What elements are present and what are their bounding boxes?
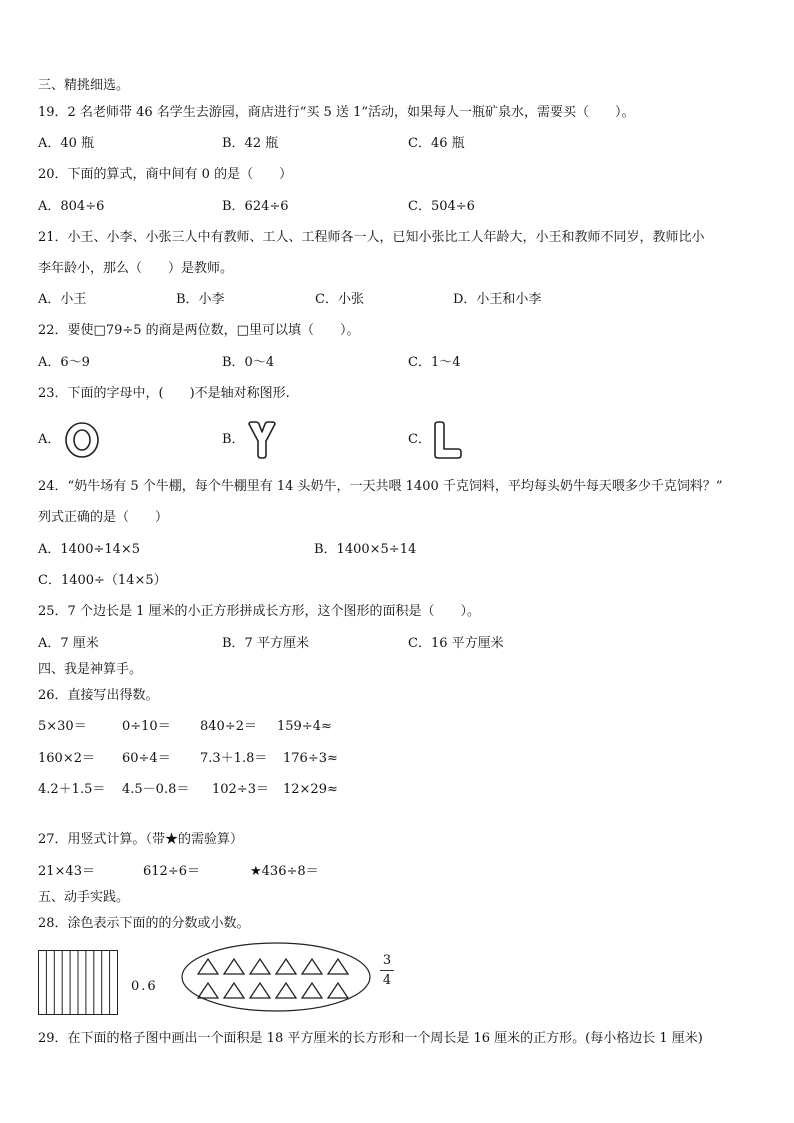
q26-item: 102÷3＝ — [212, 782, 269, 797]
q24-stem-line1: 24．“奶牛场有 5 个牛棚，每个牛棚里有 14 头奶牛，一天共喂 1400 千克饲料，平均每头奶牛每天喂多少千克饲料？” — [38, 479, 723, 494]
q21-stem-line2: 李年龄小，那么（ ）是教师。 — [38, 261, 234, 276]
triangle-oval-figure[interactable] — [180, 941, 372, 1013]
triangle-icon[interactable] — [250, 959, 270, 974]
triangle-icon[interactable] — [224, 959, 244, 974]
q24-option-b[interactable]: B．1400×5÷14 — [314, 542, 417, 557]
triangle-icon[interactable] — [198, 983, 218, 998]
q25-stem: 25．7 个边长是 1 厘米的小正方形拼成长方形，这个图形的面积是（ ）。 — [38, 604, 480, 619]
triangle-icon[interactable] — [328, 959, 348, 974]
q27-item: 21×43＝ — [38, 864, 95, 879]
q19-option-a[interactable]: A．40 瓶 — [38, 136, 95, 151]
q19-option-b[interactable]: B．42 瓶 — [222, 136, 279, 151]
triangle-icon[interactable] — [302, 983, 322, 998]
q27-stem: 27．用竖式计算。（带★的需验算） — [38, 832, 244, 847]
q29-stem: 29．在下面的格子图中画出一个面积是 18 平方厘米的长方形和一个周长是 16 厘米的正方形。(每小格边长 1 厘米) — [38, 1031, 703, 1046]
triangle-icon[interactable] — [302, 959, 322, 974]
section-heading-4: 四、我是神算手。 — [38, 662, 143, 677]
decimal-label: 0.6 — [131, 979, 158, 994]
q20-stem: 20．下面的算式，商中间有 0 的是（ ） — [38, 167, 293, 182]
triangle-icon[interactable] — [198, 959, 218, 974]
q25-option-b[interactable]: B．7 平方厘米 — [222, 636, 309, 651]
triangle-icon[interactable] — [276, 959, 296, 974]
triangle-icon[interactable] — [276, 983, 296, 998]
q26-item: 12×29≈ — [283, 782, 338, 797]
q24-option-a[interactable]: A．1400÷14×5 — [38, 542, 141, 557]
triangle-icon[interactable] — [250, 983, 270, 998]
q24-option-c[interactable]: C．1400÷（14×5） — [38, 573, 167, 588]
q20-option-c[interactable]: C．504÷6 — [408, 199, 475, 214]
q26-item: 60÷4＝ — [122, 751, 171, 766]
q27-item: ★436÷8＝ — [250, 864, 319, 879]
q20-option-a[interactable]: A．804÷6 — [38, 199, 105, 214]
q26-item: 4.2＋1.5＝ — [38, 782, 106, 797]
q22-option-b[interactable]: B．0～4 — [222, 355, 275, 370]
q21-option-c[interactable]: C．小张 — [315, 292, 364, 307]
q21-option-a[interactable]: A．小王 — [38, 292, 87, 307]
q26-item: 5×30＝ — [38, 719, 87, 734]
q28-stem: 28．涂色表示下面的的分数或小数。 — [38, 916, 250, 931]
fraction-denominator: 4 — [382, 973, 392, 988]
q26-item: 0÷10＝ — [122, 719, 171, 734]
section-heading-5: 五、动手实践。 — [38, 890, 130, 905]
q20-option-b[interactable]: B．624÷6 — [222, 199, 289, 214]
q21-option-d[interactable]: D．小王和小李 — [453, 292, 542, 307]
fraction-bar — [380, 970, 394, 971]
q26-item: 4.5－0.8＝ — [122, 782, 190, 797]
q25-option-c[interactable]: C．16 平方厘米 — [408, 636, 504, 651]
fraction-numerator: 3 — [382, 953, 392, 968]
q26-item: 176÷3≈ — [283, 751, 338, 766]
triangle-icon[interactable] — [224, 983, 244, 998]
q25-option-a[interactable]: A．7 厘米 — [38, 636, 99, 651]
q19-stem: 19．2 名老师带 46 名学生去游园，商店进行“买 5 送 1”活动，如果每人一瓶矿泉水，需要买（ ）。 — [38, 105, 635, 120]
q21-option-b[interactable]: B．小李 — [176, 292, 225, 307]
q23-stem: 23．下面的字母中，( )不是轴对称图形. — [38, 386, 290, 401]
letter-y-icon — [247, 421, 277, 459]
striped-rectangle-figure[interactable] — [38, 950, 120, 1016]
fraction-label — [380, 953, 394, 988]
letter-o-icon — [64, 421, 100, 459]
triangle-icon[interactable] — [328, 983, 348, 998]
q26-item: 7.3＋1.8＝ — [200, 751, 268, 766]
letter-l-icon — [433, 421, 463, 459]
q22-option-a[interactable]: A．6～9 — [38, 355, 90, 370]
q26-item: 840÷2＝ — [200, 719, 257, 734]
section-heading-3: 三、精挑细选。 — [38, 78, 130, 93]
q27-item: 612÷6＝ — [143, 864, 200, 879]
q22-stem: 22．要使□79÷5 的商是两位数，□里可以填（ ）。 — [38, 323, 360, 338]
q23-option-b[interactable]: B． — [222, 432, 245, 447]
q24-stem-line2: 列式正确的是（ ） — [38, 510, 169, 525]
q23-option-c[interactable]: C． — [408, 432, 431, 447]
q23-option-a[interactable]: A． — [38, 432, 61, 447]
q21-stem-line1: 21．小王、小李、小张三人中有教师、工人、工程师各一人，已知小张比工人年龄大，小王和教师不同岁，教师比小 — [38, 230, 705, 245]
q26-item: 160×2＝ — [38, 751, 95, 766]
q19-option-c[interactable]: C．46 瓶 — [408, 136, 465, 151]
q22-option-c[interactable]: C．1～4 — [408, 355, 461, 370]
q26-stem: 26．直接写出得数。 — [38, 688, 159, 703]
q26-item: 159÷4≈ — [277, 719, 332, 734]
